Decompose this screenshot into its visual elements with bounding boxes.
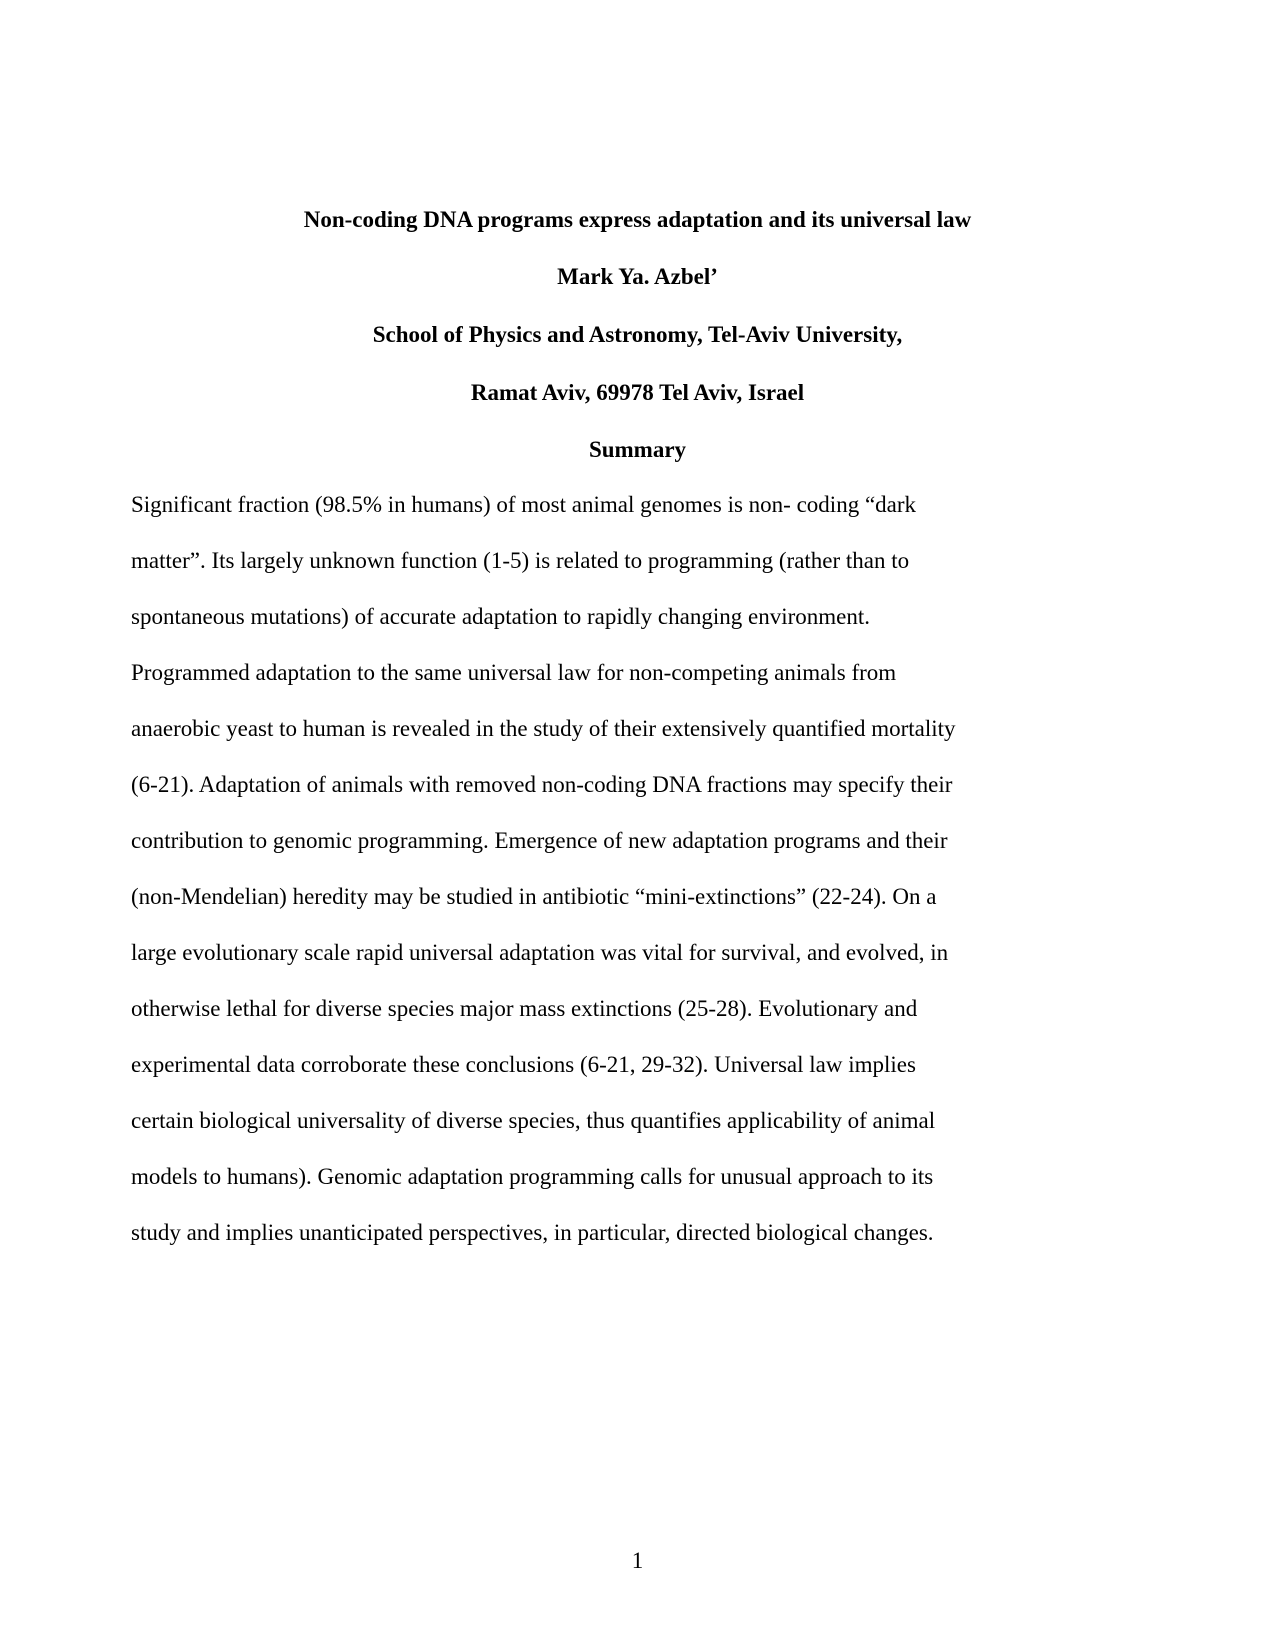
summary-line: matter”. Its largely unknown function (1-5) is related to programming (rather than to <box>131 548 910 573</box>
page-number: 1 <box>631 1548 644 1573</box>
summary-line: contribution to genomic programming. Emergence of new adaptation programs and their <box>131 828 948 853</box>
author-name: Mark Ya. Azbel’ <box>557 264 718 289</box>
summary-line: (non-Mendelian) heredity may be studied in antibiotic “mini-extinctions” (22-24). On a <box>131 884 937 909</box>
summary-line: experimental data corroborate these conclusions (6-21, 29-32). Universal law implies <box>131 1052 916 1077</box>
summary-line: Significant fraction (98.5% in humans) of most animal genomes is non- coding “dark <box>131 492 917 517</box>
summary-heading: Summary <box>588 437 687 462</box>
summary-line: spontaneous mutations) of accurate adaptation to rapidly changing environment. <box>131 604 870 629</box>
summary-line: Programmed adaptation to the same universal law for non-competing animals from <box>131 660 897 685</box>
paper-title: Non-coding DNA programs express adaptation and its universal law <box>303 207 972 232</box>
summary-line: otherwise lethal for diverse species major mass extinctions (25-28). Evolutionary and <box>131 996 918 1021</box>
affiliation-line-2: Ramat Aviv, 69978 Tel Aviv, Israel <box>470 380 805 405</box>
summary-line: (6-21). Adaptation of animals with removed non-coding DNA fractions may specify their <box>131 772 953 797</box>
summary-line: study and implies unanticipated perspectives, in particular, directed biological changes. <box>131 1220 934 1245</box>
summary-line: anaerobic yeast to human is revealed in the study of their extensively quantified mortality <box>131 716 956 741</box>
summary-line: models to humans). Genomic adaptation programming calls for unusual approach to its <box>131 1164 934 1189</box>
affiliation-line-1: School of Physics and Astronomy, Tel-Aviv University, <box>372 322 903 347</box>
summary-line: large evolutionary scale rapid universal adaptation was vital for survival, and evolved, in <box>131 940 949 965</box>
summary-line: certain biological universality of diverse species, thus quantifies applicability of animal <box>131 1108 936 1133</box>
